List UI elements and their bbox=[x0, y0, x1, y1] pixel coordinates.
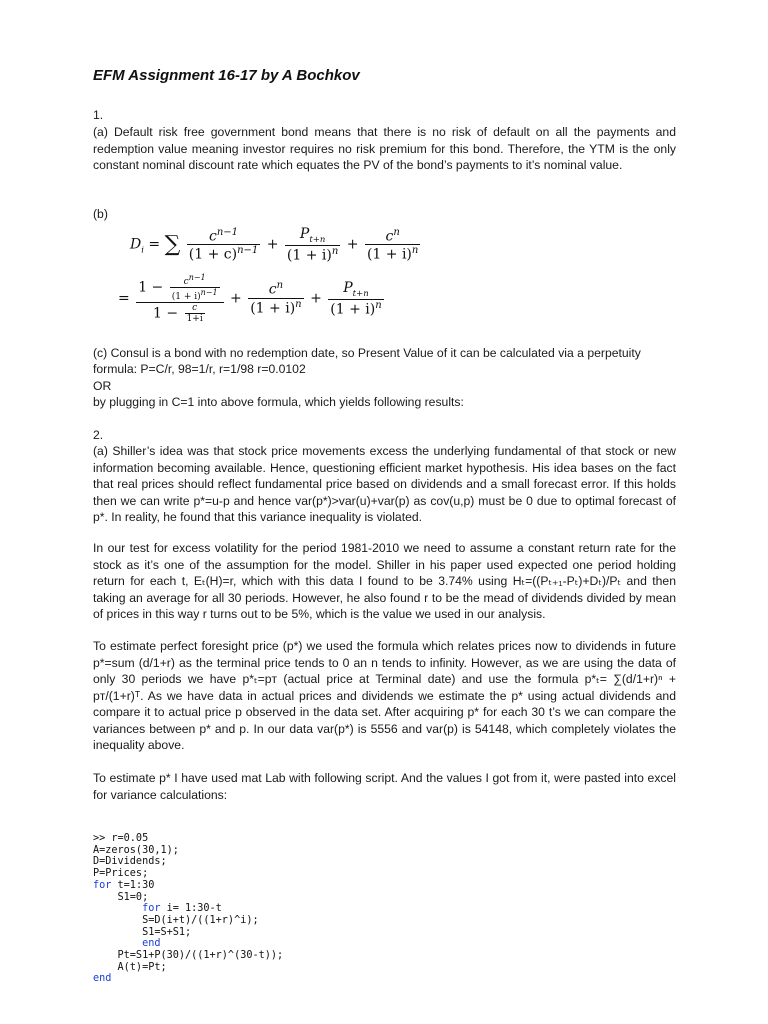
matlab-script bbox=[93, 833, 283, 985]
code-line: for i= 1:30-t bbox=[142, 903, 222, 915]
question-1-number: 1. bbox=[93, 108, 104, 122]
question-1c-line-3: by plugging in C=1 into above formula, which yields following results: bbox=[93, 395, 464, 409]
code-line: A=zeros(30,1); bbox=[93, 844, 179, 856]
code-line: D=Dividends; bbox=[93, 856, 167, 868]
question-2-paragraph-2: In our test for excess volatility for the period 1981-2010 we need to assume a constant return rate for the stock as it’s one of the assumption for the model. Shiller in his paper used expected one period holding return for each t, Eₜ(H)=r, which with this data I found to be 3.74% using Hₜ=((Pₜ₊₁-Pₜ)+Dₜ)/Pₜ and then taking an average for all 30 periods. However, he also found r to be the mead of dividends divided by mean of prices in this way r turns out to be 5%, which is the value we used in our analysis. bbox=[93, 541, 676, 621]
formula-line-2: = 1 − $\frac{cn-1}{(1 + i)n-1}$ 1 − $\frac{c}{1+i}$ + $\frac{c^n}{(1 + i)^n}$ + $\frac{P_{t+n}}{(1 + i)^n}$ bbox=[118, 273, 382, 324]
question-2-number: 2. bbox=[93, 428, 104, 442]
code-line: end bbox=[142, 938, 161, 950]
code-line: A(t)=Pt; bbox=[93, 961, 167, 973]
code-line: S1=S+S1; bbox=[93, 926, 192, 938]
code-line: >> r=0.05 bbox=[93, 833, 149, 844]
formula-line-1: $D_i$ = ∑ $\frac{c^{n-1}}{(1 + c)^{n-1}}$ + $\frac{P_{t+n}}{(1 + i)^n}$ + $\frac{c^n}{(1 + i)^n}$ bbox=[130, 226, 419, 264]
code-line: end bbox=[93, 973, 112, 985]
question-1b-label: (b) bbox=[93, 207, 108, 221]
code-line: Pt=S1+P(30)/((1+r)^(30-t)); bbox=[93, 950, 284, 962]
question-2-paragraph-3: To estimate perfect foresight price (p*) we used the formula which relates prices now to dividends in future p*=sum (d/1+r) as the terminal price tends to 0 an n tends to infinity. However, as we are using the data of only 30 periods we have p*ₜ=pᴛ (actual price at Terminal date) and use the formula p*ₜ= ∑(d/1+r)ⁿ + pᴛ/(1+r)ᵀ. As we have data in actual prices and dividends we estimate the p* using actual dividends and compare it to actual price p observed in the data set. After acquiring p* for each 30 t’s we can compare the variances between p* and p. In our data var(p*) is 5556 and var(p) is 54148, which completely violates the inequality above. bbox=[93, 639, 676, 752]
question-1c-line-1: (c) Consul is a bond with no redemption date, so Present Value of it can be calculated via a perpetuity bbox=[93, 346, 641, 360]
code-line: S=D(i+t)/((1+r)^i); bbox=[93, 914, 259, 926]
code-line: P=Prices; bbox=[93, 868, 149, 880]
question-1a-paragraph: (a) Default risk free government bond means that there is no risk of default on all the payments and redemption value meaning investor requires no risk premium for this bond. Therefore, the YTM is the only constant nominal discount rate which equates the PV of the bond’s payments to it’s nominal value. bbox=[93, 125, 676, 172]
code-line: S1=0; bbox=[93, 891, 149, 903]
document-title: EFM Assignment 16-17 by A Bochkov bbox=[93, 67, 360, 84]
question-1c-line-2: formula: P=C/r, 98=1/r, r=1/98 r=0.0102 bbox=[93, 362, 306, 376]
question-2a-paragraph: (a) Shiller’s idea was that stock price movements excess the underlying fundamental of that stock or new information becoming available. Hence, questioning efficient market hypothesis. His idea bases on the fact that real prices should reflect fundamental price based on dividends and a small forecast error. If this holds then we can write p*=u-p and hence var(p*)>var(u)+var(p) as cov(u,p) must be 0 due to optimal forecast of p*. In reality, he found that this variance inequality is violated. bbox=[93, 444, 676, 524]
code-line: for t=1:30 bbox=[93, 879, 155, 891]
question-1c-or: OR bbox=[93, 379, 112, 393]
question-2-paragraph-4: To estimate p* I have used mat Lab with following script. And the values I got from it, were pasted into excel for variance calculations: bbox=[93, 771, 676, 802]
